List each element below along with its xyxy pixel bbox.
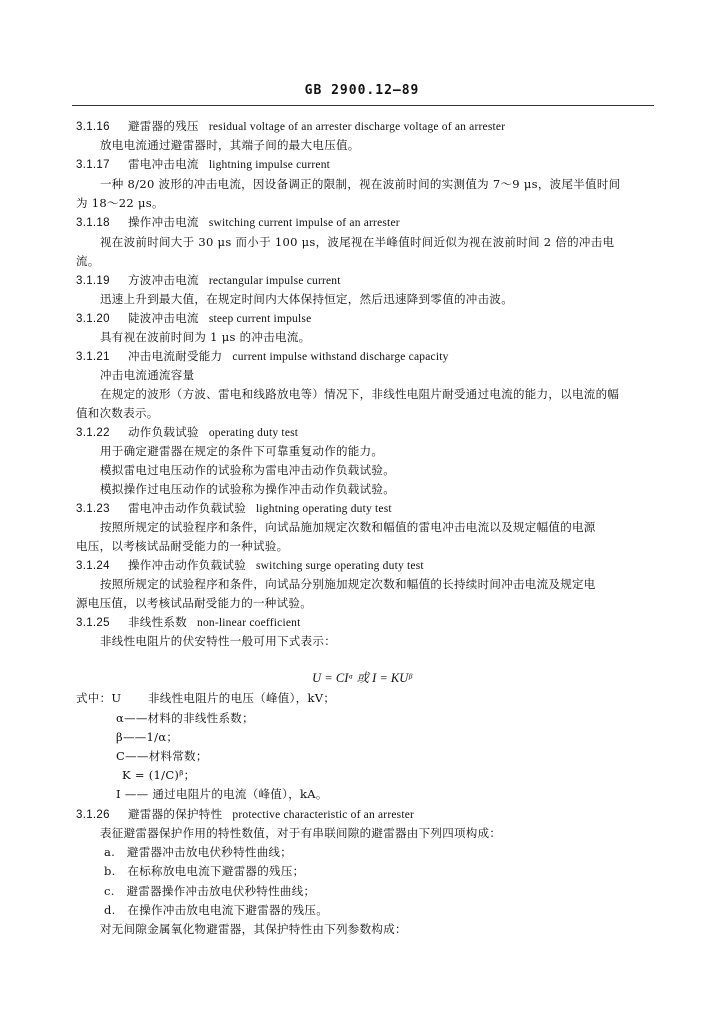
section-term: 动作负载试验 (128, 425, 199, 439)
section-alt-term: 冲击电流通流容量 (100, 368, 195, 382)
formula-where-k: K = (1/C)ᵝ； (122, 768, 196, 782)
section-term-en: non-linear coefficient (197, 617, 301, 629)
section-definition: 电压，以考核试品耐受能力的一种试验。 (76, 539, 289, 553)
section-definition: 迅速上升到最大值，在规定时间内大体保持恒定，然后迅速降到零值的冲击波。 (100, 292, 513, 306)
section-3-1-18-heading (76, 214, 400, 231)
section-term-en: operating duty test (208, 427, 299, 439)
section-definition: 值和次数表示。 (76, 406, 159, 420)
section-term: 避雷器的残压 (128, 119, 199, 133)
section-definition: 为 18～22 μs。 (76, 196, 164, 210)
section-number: 3.1.17 (76, 159, 110, 171)
section-number: 3.1.16 (76, 121, 110, 133)
formula-where-alpha: α——材料的非线性系数； (116, 711, 254, 725)
section-3-1-25-heading (76, 614, 301, 631)
section-3-1-21-heading (76, 348, 449, 365)
section-definition: 模拟雷电过电压动作的试验称为雷电冲击动作负载试验。 (100, 463, 395, 477)
section-definition: 一种 8/20 波形的冲击电流，因设备调正的限制，视在波前时间的实测值为 7～9 μs，波尾半值时间 (100, 177, 621, 191)
section-term: 操作冲击电流 (128, 215, 199, 229)
section-definition: 模拟操作过电压动作的试验称为操作冲击动作负载试验。 (100, 482, 395, 496)
standard-code-header: GB 2900.12—89 (304, 83, 420, 98)
section-definition: 流。 (76, 254, 100, 268)
section-number: 3.1.24 (76, 560, 110, 572)
list-item-d: d. 在操作冲击放电电流下避雷器的残压。 (104, 903, 329, 917)
section-term-en: steep current impulse (208, 313, 312, 325)
section-term-en: switching current impulse of an arrester (208, 217, 400, 229)
section-3-1-22-heading (76, 424, 298, 441)
section-definition: 具有视在波前时间为 1 μs 的冲击电流。 (100, 330, 311, 344)
section-definition: 放电电流通过避雷器时，其端子间的最大电压值。 (100, 138, 360, 152)
section-number: 3.1.21 (76, 351, 110, 363)
section-number: 3.1.22 (76, 427, 110, 439)
formula-where-i: I —— 通过电阻片的电流（峰值），kA。 (116, 787, 328, 801)
section-3-1-16-heading (76, 118, 505, 135)
section-term-en: protective characteristic of an arrester (232, 809, 415, 821)
formula-where-c: C——材料常数； (116, 749, 208, 763)
section-number: 3.1.25 (76, 617, 110, 629)
section-definition: 按照所规定的试验程序和条件，向试品施加规定次数和幅值的雷电冲击电流以及规定幅值的电源 (100, 520, 596, 534)
list-item-c: c. 避雷器操作冲击放电伏秒特性曲线； (104, 884, 316, 898)
section-term: 雷电冲击电流 (128, 157, 199, 171)
section-definition: 在规定的波形（方波、雷电和线路放电等）情况下，非线性电阻片耐受通过电流的能力，以电流的幅 (100, 387, 620, 401)
list-item-a: a. 避雷器冲击放电伏秒特性曲线； (104, 845, 293, 859)
section-definition: 按照所规定的试验程序和条件，向试品分别施加规定次数和幅值的长持续时间冲击电流及规定电 (100, 577, 596, 591)
section-number: 3.1.23 (76, 503, 110, 515)
formula-where-beta: β——1/α； (116, 730, 179, 744)
section-3-1-24-heading (76, 557, 424, 574)
section-definition: 对无间隙金属氧化物避雷器，其保护特性由下列参数构成： (100, 922, 407, 936)
section-term-en: rectangular impulse current (208, 275, 341, 287)
section-number: 3.1.20 (76, 313, 110, 325)
section-number: 3.1.19 (76, 275, 110, 287)
section-term: 冲击电流耐受能力 (128, 349, 223, 363)
section-definition: 表征避雷器保护作用的特性数值，对于有串联间隙的避雷器由下列四项构成： (100, 826, 502, 840)
section-3-1-23-heading (76, 500, 392, 517)
section-term: 雷电冲击动作负载试验 (128, 501, 246, 515)
formula: U = CIᵅ 或 I = KUᵝ (312, 671, 412, 685)
section-definition: 用于确定避雷器在规定的条件下可靠重复动作的能力。 (100, 444, 384, 458)
section-3-1-19-heading (76, 272, 341, 289)
section-term: 避雷器的保护特性 (128, 807, 223, 821)
section-definition: 源电压值，以考核试品耐受能力的一种试验。 (76, 596, 312, 610)
section-term: 方波冲击电流 (128, 273, 199, 287)
section-3-1-20-heading (76, 310, 311, 327)
section-term-en: lightning impulse current (208, 159, 331, 171)
section-definition: 视在波前时间大于 30 μs 而小于 100 μs，波尾视在半峰值时间近似为视在波前时间 2 倍的冲击电 (100, 235, 615, 249)
formula-where-u: 非线性电阻片的电压（峰值），kV； (148, 691, 336, 705)
section-3-1-26-heading (76, 806, 414, 823)
section-term: 操作冲击动作负载试验 (128, 558, 246, 572)
section-definition: 非线性电阻片的伏安特性一般可用下式表示： (100, 634, 336, 648)
section-term-en: residual voltage of an arrester discharge voltage of an arrester (208, 121, 506, 133)
list-item-b: b. 在标称放电电流下避雷器的残压； (104, 864, 305, 878)
section-term: 陡波冲击电流 (128, 311, 199, 325)
section-number: 3.1.26 (76, 809, 110, 821)
section-term: 非线性系数 (128, 615, 187, 629)
section-3-1-17-heading (76, 156, 330, 173)
section-number: 3.1.18 (76, 217, 110, 229)
formula-where: 式中：U (76, 691, 122, 705)
header-rule (72, 105, 654, 106)
section-term-en: lightning operating duty test (256, 503, 392, 515)
section-term-en: switching surge operating duty test (256, 560, 424, 572)
section-term-en: current impulse withstand discharge capacity (232, 351, 449, 363)
